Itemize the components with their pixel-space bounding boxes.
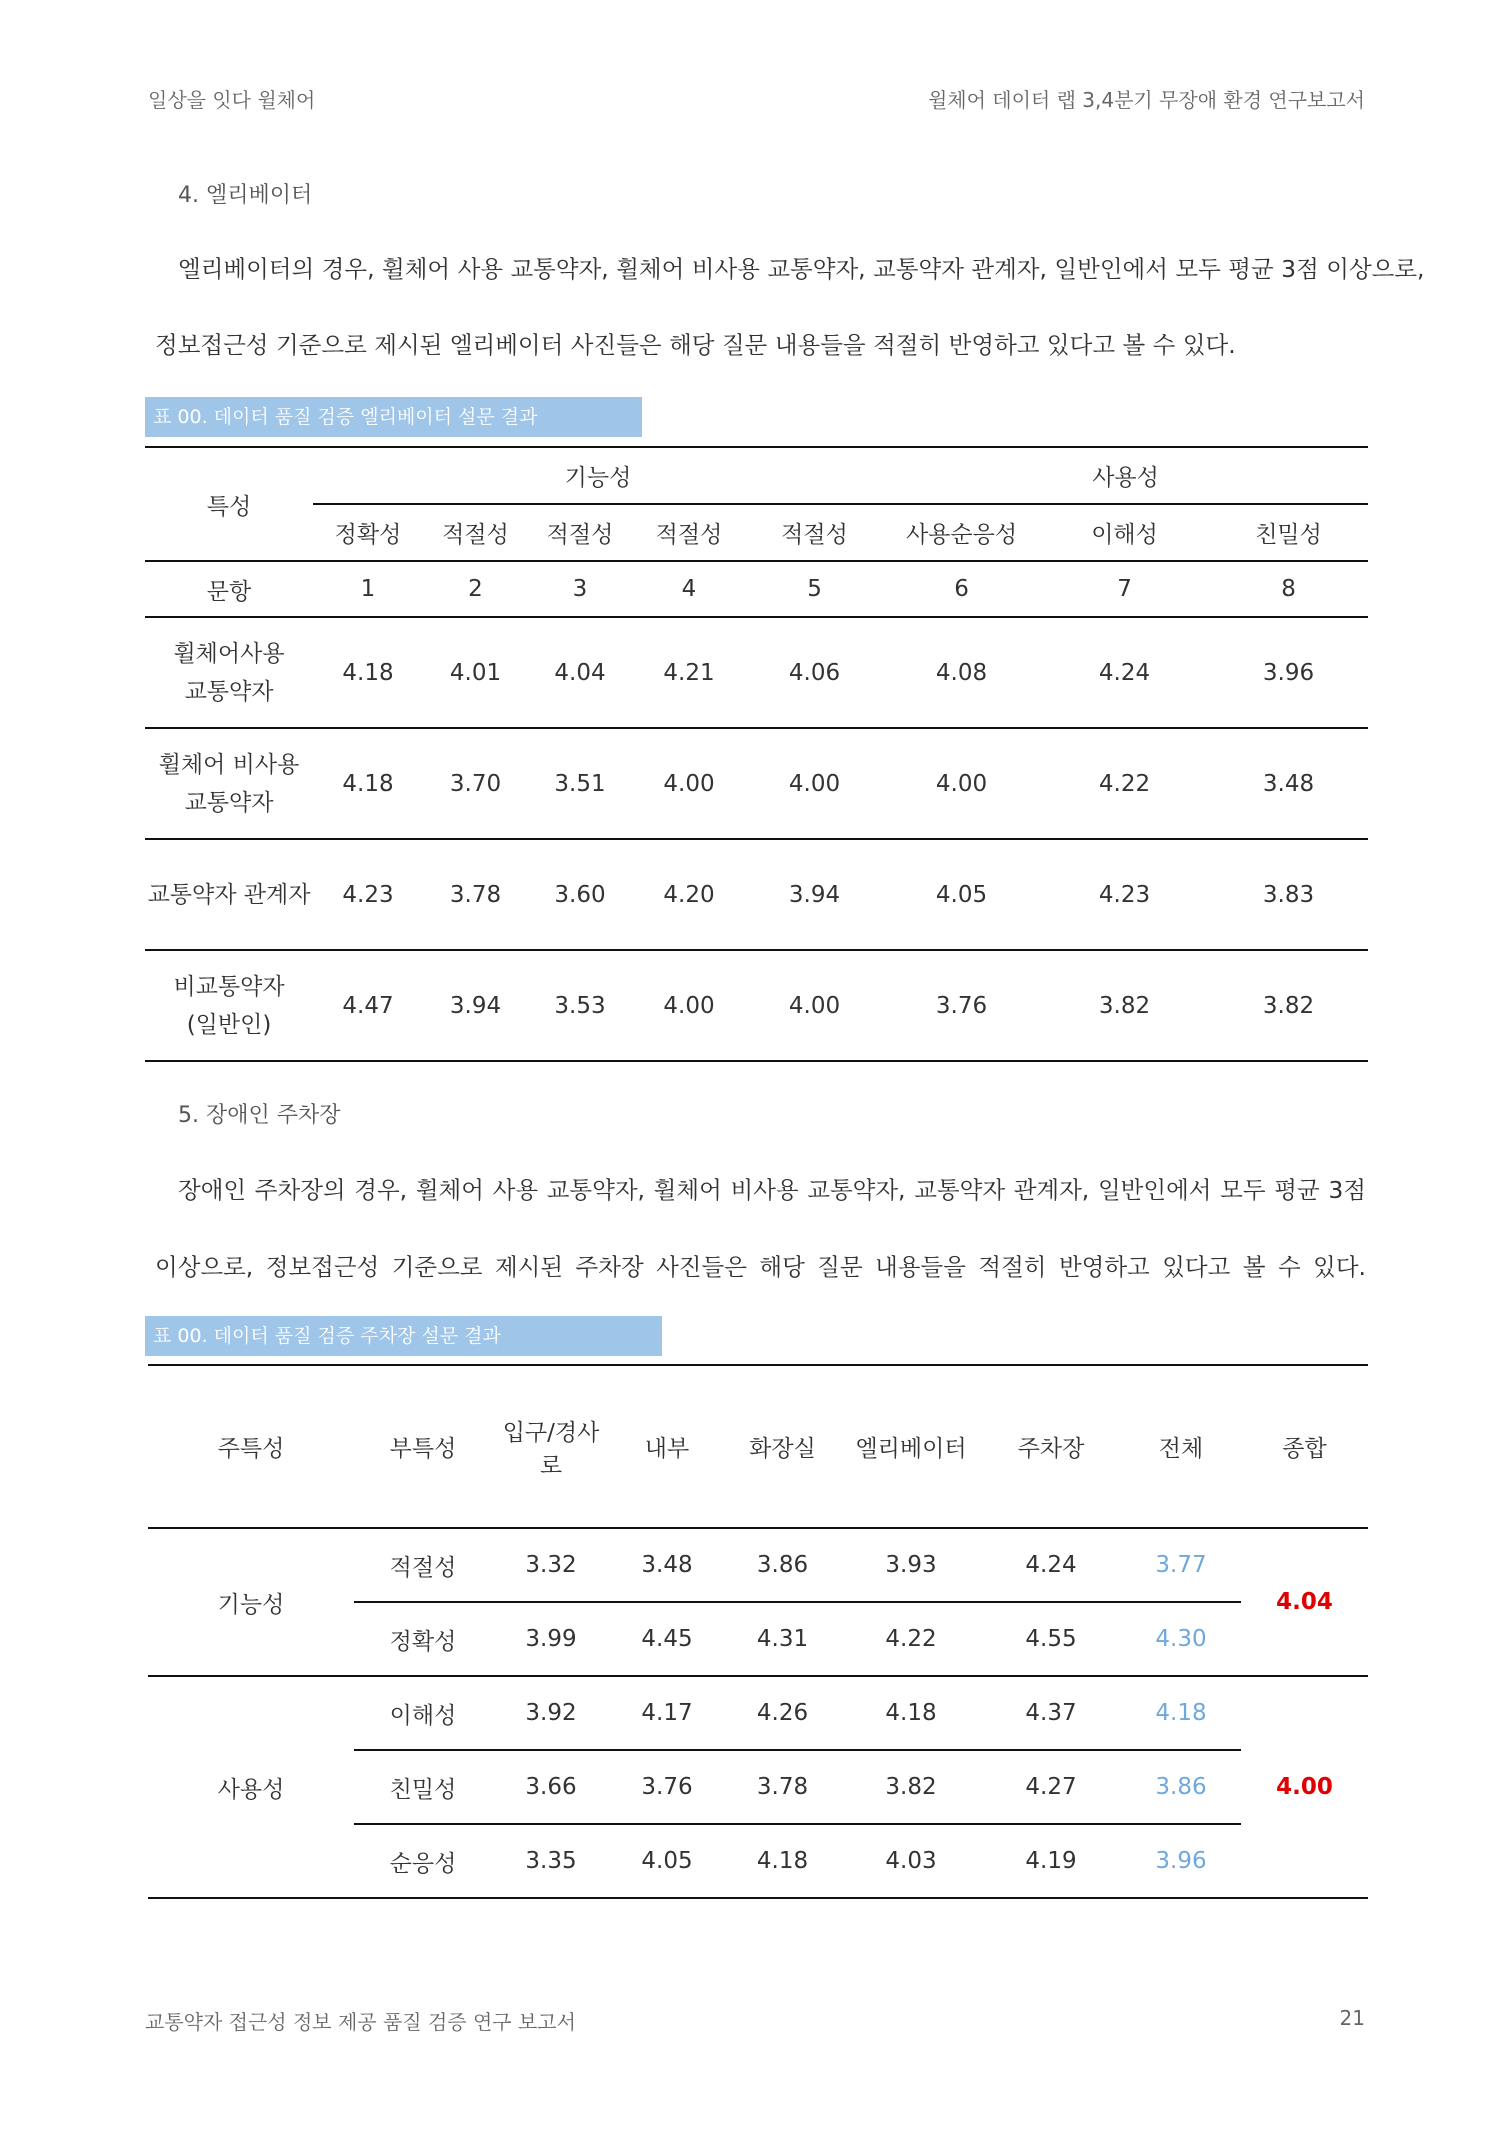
row-label-line2: 교통약자 xyxy=(184,678,274,705)
table-row xyxy=(145,728,1368,839)
cell-value: 4.03 xyxy=(841,1824,981,1898)
cell-value: 4.23 xyxy=(313,839,423,950)
overall-value: 4.30 xyxy=(1121,1602,1241,1676)
cell-value: 3.86 xyxy=(724,1528,841,1602)
sub-characteristic: 친밀성 xyxy=(354,1750,492,1824)
row-label-line2: 교통약자 xyxy=(184,789,274,816)
cell-value: 4.23 xyxy=(1040,839,1209,950)
row-label xyxy=(145,728,313,839)
row-label-line1: 교통약자 관계자 xyxy=(147,881,311,908)
cell-value: 4.37 xyxy=(981,1676,1121,1750)
table-row xyxy=(145,617,1368,728)
column-header: 입구/경사로 xyxy=(492,1365,610,1528)
cell-value: 3.48 xyxy=(1209,728,1368,839)
sub-characteristic: 이해성 xyxy=(354,1676,492,1750)
cell-value: 3.94 xyxy=(423,950,528,1061)
cell-value: 3.35 xyxy=(492,1824,610,1898)
section5-paragraph xyxy=(148,1171,1366,1291)
item-number: 5 xyxy=(746,561,883,617)
cell-value: 3.82 xyxy=(1040,950,1209,1061)
cell-value: 4.31 xyxy=(724,1602,841,1676)
parking-survey-table xyxy=(148,1364,1368,1899)
row-label xyxy=(145,950,313,1061)
section4-paragraph xyxy=(148,250,1425,370)
cell-value: 3.70 xyxy=(423,728,528,839)
cell-value: 4.04 xyxy=(528,617,632,728)
cell-value: 4.18 xyxy=(724,1824,841,1898)
cell-value: 3.82 xyxy=(1209,950,1368,1061)
cell-value: 3.76 xyxy=(610,1750,724,1824)
page-number: 21 xyxy=(1339,2006,1365,2030)
header-right: 윌체어 데이터 랩 3,4분기 무장애 환경 연구보고서 xyxy=(927,88,1365,112)
cell-value: 3.51 xyxy=(528,728,632,839)
group-header-usability: 사용성 xyxy=(883,447,1368,504)
sub-characteristic: 정확성 xyxy=(354,1602,492,1676)
cell-value: 3.66 xyxy=(492,1750,610,1824)
table1-caption: 표 00. 데이터 품질 검증 엘리베이터 설문 결과 xyxy=(145,397,642,437)
section5-line-2: 이상으로, 정보접근성 기준으로 제시된 주차장 사진들은 해당 질문 내용들을 적절히 반영하고 있다고 볼 수 있다. xyxy=(155,1253,1366,1281)
section5-heading: 5. 장애인 주차장 xyxy=(178,1103,341,1128)
cell-value: 3.99 xyxy=(492,1602,610,1676)
row-label-line2: (일반인) xyxy=(186,1011,272,1038)
column-header: 화장실 xyxy=(724,1365,841,1528)
section4-line-1: 엘리베이터의 경우, 휠체어 사용 교통약자, 휠체어 비사용 교통약자, 교통약자 관계자, 일반인에서 모두 평균 3점 이상으로, xyxy=(178,255,1425,283)
item-number: 4 xyxy=(632,561,746,617)
cell-value: 4.05 xyxy=(883,839,1040,950)
cell-value: 4.55 xyxy=(981,1602,1121,1676)
section4-heading: 4. 엘리베이터 xyxy=(178,183,313,208)
subheader: 적절성 xyxy=(746,504,883,561)
cell-value: 4.08 xyxy=(883,617,1040,728)
row-label xyxy=(145,617,313,728)
cell-value: 3.78 xyxy=(724,1750,841,1824)
subheader: 사용순응성 xyxy=(883,504,1040,561)
cell-value: 3.92 xyxy=(492,1676,610,1750)
subheader: 친밀성 xyxy=(1209,504,1368,561)
section4-line-2: 정보접근성 기준으로 제시된 엘리베이터 사진들은 해당 질문 내용들을 적절히 반영하고 있다고 볼 수 있다. xyxy=(155,331,1236,359)
column-header: 엘리베이터 xyxy=(841,1365,981,1528)
main-characteristic: 사용성 xyxy=(148,1676,354,1898)
cell-value: 4.45 xyxy=(610,1602,724,1676)
cell-value: 3.76 xyxy=(883,950,1040,1061)
item-number: 6 xyxy=(883,561,1040,617)
subheader: 정확성 xyxy=(313,504,423,561)
column-header: 전체 xyxy=(1121,1365,1241,1528)
overall-value: 3.77 xyxy=(1121,1528,1241,1602)
cell-value: 4.00 xyxy=(746,950,883,1061)
cell-value: 4.00 xyxy=(632,950,746,1061)
sub-characteristic: 순응성 xyxy=(354,1824,492,1898)
column-header: 종합 xyxy=(1241,1365,1368,1528)
cell-value: 4.18 xyxy=(313,728,423,839)
subheader: 적절성 xyxy=(632,504,746,561)
row-label-line1: 비교통약자 xyxy=(173,973,285,1000)
cell-value: 4.00 xyxy=(632,728,746,839)
footer-title: 교통약자 접근성 정보 제공 품질 검증 연구 보고서 xyxy=(145,2010,576,2034)
cell-value: 3.96 xyxy=(1209,617,1368,728)
overall-value: 4.18 xyxy=(1121,1676,1241,1750)
cell-value: 4.47 xyxy=(313,950,423,1061)
subheader: 적절성 xyxy=(423,504,528,561)
column-header: 주차장 xyxy=(981,1365,1121,1528)
section5-line-1: 장애인 주차장의 경우, 휠체어 사용 교통약자, 휠체어 비사용 교통약자, 교통약자 관계자, 일반인에서 모두 평균 3점 xyxy=(178,1176,1366,1204)
item-number: 1 xyxy=(313,561,423,617)
group-header-functionality: 기능성 xyxy=(313,447,883,504)
table-row xyxy=(145,950,1368,1061)
cell-value: 4.27 xyxy=(981,1750,1121,1824)
cell-value: 4.00 xyxy=(746,728,883,839)
column-header: 내부 xyxy=(610,1365,724,1528)
cell-value: 4.19 xyxy=(981,1824,1121,1898)
composite-score: 4.04 xyxy=(1241,1528,1368,1676)
table-row xyxy=(145,839,1368,950)
cell-value: 3.32 xyxy=(492,1528,610,1602)
cell-value: 4.22 xyxy=(841,1602,981,1676)
row-label xyxy=(145,839,313,950)
cell-value: 4.22 xyxy=(1040,728,1209,839)
cell-value: 3.60 xyxy=(528,839,632,950)
overall-value: 3.96 xyxy=(1121,1824,1241,1898)
cell-value: 3.94 xyxy=(746,839,883,950)
cell-value: 4.18 xyxy=(313,617,423,728)
subheader: 적절성 xyxy=(528,504,632,561)
overall-value: 3.86 xyxy=(1121,1750,1241,1824)
cell-value: 4.26 xyxy=(724,1676,841,1750)
corner-header: 특성 xyxy=(145,447,313,561)
table-row xyxy=(148,1676,1368,1750)
cell-value: 3.93 xyxy=(841,1528,981,1602)
cell-value: 3.82 xyxy=(841,1750,981,1824)
item-number: 7 xyxy=(1040,561,1209,617)
main-characteristic: 기능성 xyxy=(148,1528,354,1676)
cell-value: 3.53 xyxy=(528,950,632,1061)
header-left: 일상을 잇다 윌체어 xyxy=(148,88,316,112)
cell-value: 4.18 xyxy=(841,1676,981,1750)
subheader: 이해성 xyxy=(1040,504,1209,561)
item-number: 2 xyxy=(423,561,528,617)
cell-value: 4.05 xyxy=(610,1824,724,1898)
cell-value: 4.17 xyxy=(610,1676,724,1750)
item-number: 3 xyxy=(528,561,632,617)
cell-value: 4.06 xyxy=(746,617,883,728)
column-header: 주특성 xyxy=(148,1365,354,1528)
row-label-line1: 휠체어사용 xyxy=(173,640,285,667)
cell-value: 4.21 xyxy=(632,617,746,728)
table-row xyxy=(148,1528,1368,1602)
cell-value: 4.24 xyxy=(981,1528,1121,1602)
elevator-survey-table xyxy=(145,446,1368,1062)
cell-value: 4.20 xyxy=(632,839,746,950)
cell-value: 3.48 xyxy=(610,1528,724,1602)
cell-value: 4.00 xyxy=(883,728,1040,839)
column-header: 부특성 xyxy=(354,1365,492,1528)
table2-caption: 표 00. 데이터 품질 검증 주차장 설문 결과 xyxy=(145,1316,662,1356)
row-label-line1: 휠체어 비사용 xyxy=(158,751,300,778)
cell-value: 4.01 xyxy=(423,617,528,728)
cell-value: 3.83 xyxy=(1209,839,1368,950)
sub-characteristic: 적절성 xyxy=(354,1528,492,1602)
item-label: 문항 xyxy=(145,561,313,617)
composite-score: 4.00 xyxy=(1241,1676,1368,1898)
item-number: 8 xyxy=(1209,561,1368,617)
cell-value: 4.24 xyxy=(1040,617,1209,728)
cell-value: 3.78 xyxy=(423,839,528,950)
